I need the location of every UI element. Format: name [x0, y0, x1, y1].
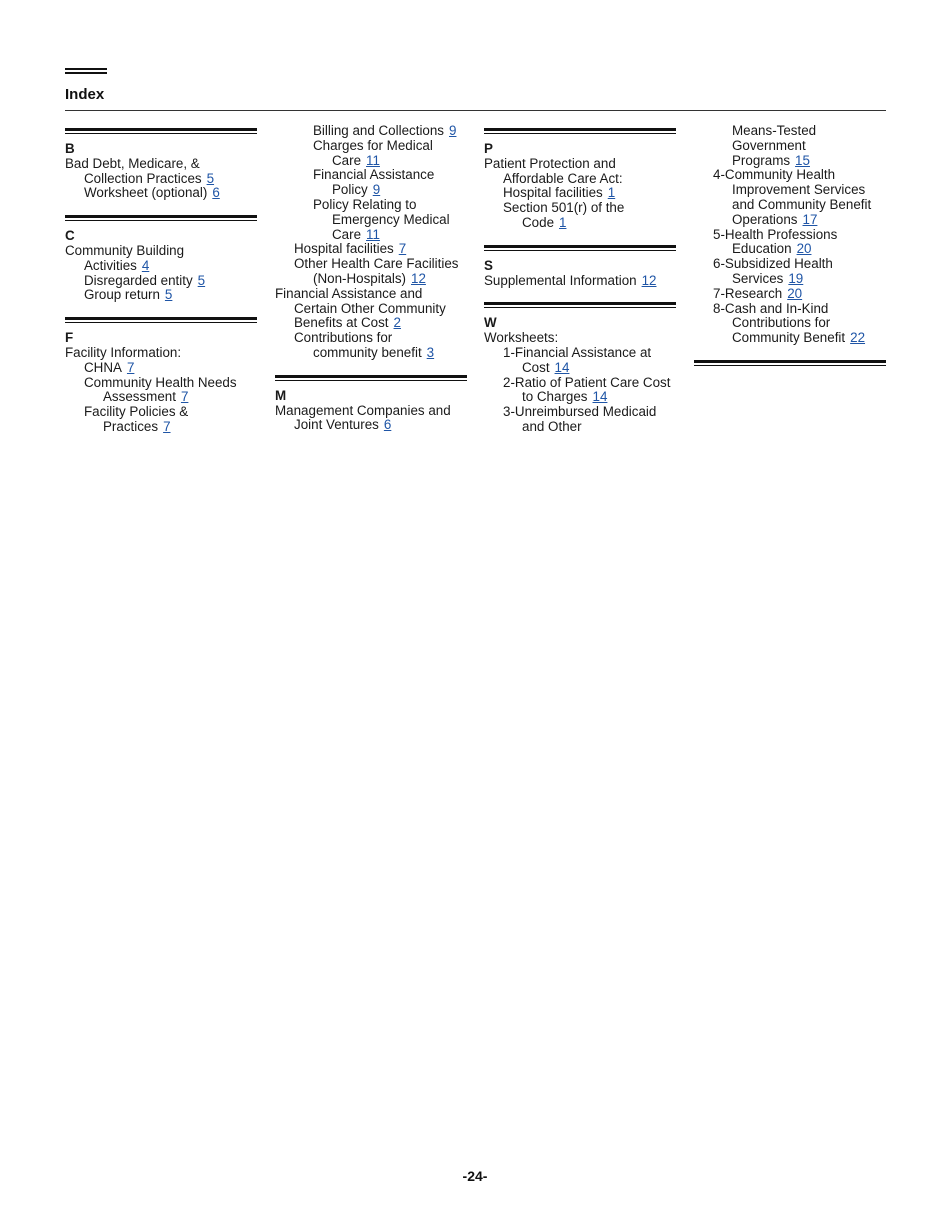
- entry-text: 3-Unreimbursed Medicaid: [503, 404, 657, 420]
- index-section-f-continued: [275, 124, 467, 361]
- index-entry: [275, 272, 467, 287]
- index-entry: [694, 139, 886, 154]
- entry-text: Hospital facilities: [503, 185, 603, 201]
- index-entry: [694, 302, 886, 317]
- index-entry: [275, 242, 467, 257]
- entry-text: Supplemental Information: [484, 272, 637, 288]
- page-link[interactable]: 5: [164, 287, 173, 303]
- page-link[interactable]: 12: [411, 270, 426, 286]
- page-link[interactable]: 7: [180, 389, 189, 405]
- index-entry: [484, 274, 676, 289]
- entry-text: community benefit: [313, 344, 422, 360]
- entry-text: Management Companies and: [275, 402, 451, 418]
- index-entry: [694, 124, 886, 139]
- page-link[interactable]: 6: [383, 417, 392, 433]
- entry-text: 6-Subsidized Health: [713, 256, 833, 272]
- index-entry: [694, 272, 886, 287]
- page-link[interactable]: 2: [393, 315, 401, 331]
- index-entry: [275, 418, 467, 433]
- index-entry: [694, 183, 886, 198]
- index-entry: [484, 376, 676, 391]
- index-entry: [484, 420, 676, 435]
- entry-text: Programs: [732, 152, 791, 168]
- section-rule: [65, 215, 257, 221]
- entry-text: Assessment: [103, 389, 176, 405]
- entry-text: 2-Ratio of Patient Care Cost: [503, 374, 671, 390]
- entry-text: 4-Community Health: [713, 167, 836, 183]
- page-link[interactable]: 14: [592, 389, 608, 405]
- entry-text: Activities: [84, 257, 137, 273]
- section-rule: [275, 375, 467, 381]
- entry-text: Services: [732, 270, 784, 286]
- page-link[interactable]: 11: [366, 226, 380, 242]
- index-section-p: [484, 128, 676, 231]
- index-entry: [275, 213, 467, 228]
- page-link[interactable]: 7: [163, 418, 171, 434]
- page-number: -24-: [462, 1168, 488, 1184]
- entry-text: (Non-Hospitals): [313, 270, 407, 286]
- index-entry: [275, 198, 467, 213]
- index-entry: [65, 405, 257, 420]
- index-entry: [694, 154, 886, 169]
- index-entry: [275, 124, 467, 139]
- section-letter: C: [65, 228, 75, 244]
- index-entry: [65, 390, 257, 405]
- index-entry: [275, 183, 467, 198]
- page-link[interactable]: 1: [607, 185, 616, 201]
- index-column-1: [65, 124, 257, 435]
- page-link[interactable]: 7: [126, 359, 135, 375]
- index-entry: [275, 404, 467, 419]
- index-entry: [65, 274, 257, 289]
- index-entry: [65, 186, 257, 201]
- entry-text: Certain Other Community: [294, 300, 446, 316]
- page-link[interactable]: 14: [554, 359, 570, 375]
- index-section-w-continued: [694, 124, 886, 346]
- entry-text: and Other: [522, 418, 582, 434]
- page-link[interactable]: 22: [850, 330, 866, 346]
- page-link[interactable]: 6: [212, 185, 220, 201]
- section-rule: [484, 128, 676, 134]
- index-entry: [694, 213, 886, 228]
- index-section-c: [65, 215, 257, 303]
- index-entry: [694, 331, 886, 346]
- page-link[interactable]: 20: [787, 285, 803, 301]
- index-entry: [275, 287, 467, 302]
- entry-text: Facility Policies &: [84, 404, 189, 420]
- index-entry: [484, 405, 676, 420]
- index-entry: [65, 157, 257, 172]
- entry-text: Community Health Needs: [84, 374, 237, 390]
- page-link[interactable]: 3: [426, 344, 435, 360]
- index-entry: [484, 346, 676, 361]
- entry-text: Practices: [103, 418, 159, 434]
- index-entry: [694, 242, 886, 257]
- entry-text: 5-Health Professions: [713, 226, 838, 242]
- entry-text: Section 501(r) of the: [503, 200, 625, 216]
- entry-text: Operations: [732, 211, 798, 227]
- section-letter: M: [275, 387, 287, 403]
- index-entry: [484, 390, 676, 405]
- index-entry: [694, 316, 886, 331]
- section-letter: W: [484, 315, 497, 331]
- index-section-m: [275, 375, 467, 433]
- entry-text: Charges for Medical: [313, 137, 433, 153]
- section-letter: P: [484, 141, 493, 156]
- index-entry: [694, 198, 886, 213]
- entry-text: Financial Assistance: [313, 167, 435, 183]
- entry-text: Hospital facilities: [294, 241, 394, 257]
- page-title: Index: [65, 86, 105, 103]
- page-link[interactable]: 7: [398, 241, 407, 257]
- section-rule: [65, 317, 257, 323]
- entry-text: 7-Research: [713, 285, 783, 301]
- index-entry: [694, 228, 886, 243]
- index-entry: [484, 331, 676, 346]
- index-column-3: [484, 124, 676, 435]
- entry-text: Disregarded entity: [84, 272, 193, 288]
- index-entry: [65, 259, 257, 274]
- entry-text: Financial Assistance and: [275, 285, 423, 301]
- index-section-f: [65, 317, 257, 435]
- entry-text: Education: [732, 241, 792, 257]
- index-column-4: [694, 124, 886, 366]
- entry-text: Contributions for: [294, 330, 393, 346]
- index-entry: [275, 302, 467, 317]
- entry-text: 1-Financial Assistance at: [503, 344, 652, 360]
- index-section-w: [484, 302, 676, 434]
- entry-text: Facility Information:: [65, 344, 182, 360]
- page-link[interactable]: 9: [449, 123, 457, 138]
- entry-text: Joint Ventures: [294, 417, 379, 433]
- index-entry: [484, 186, 676, 201]
- index-entry: [275, 257, 467, 272]
- entry-text: 8-Cash and In-Kind: [713, 300, 829, 316]
- index-entry: [65, 420, 257, 435]
- index-entry: [275, 168, 467, 183]
- entry-text: Patient Protection and: [484, 155, 616, 171]
- entry-text: Care: [332, 226, 362, 242]
- entry-text: Worksheets:: [484, 330, 559, 346]
- title-decoration-bar: [65, 68, 107, 74]
- index-entry: [484, 216, 676, 231]
- index-entry: [694, 287, 886, 302]
- entry-text: Collection Practices: [84, 170, 202, 186]
- index-entry: [694, 168, 886, 183]
- title-rule: [65, 110, 886, 111]
- section-rule: [484, 245, 676, 251]
- entry-text: Benefits at Cost: [294, 315, 389, 331]
- entry-text: Contributions for: [732, 315, 831, 331]
- index-entry: [275, 316, 467, 331]
- page-link[interactable]: 5: [197, 272, 206, 288]
- entry-text: Improvement Services: [732, 182, 866, 198]
- index-entry: [65, 172, 257, 187]
- index-column-2: [275, 124, 467, 433]
- page-link[interactable]: 19: [788, 270, 804, 286]
- entry-text: and Community Benefit: [732, 196, 872, 212]
- entry-text: Community Benefit: [732, 330, 846, 346]
- page-link[interactable]: 11: [366, 152, 380, 168]
- entry-text: Billing and Collections: [313, 123, 445, 138]
- section-letter: F: [65, 330, 74, 346]
- index-entry: [65, 346, 257, 361]
- index-entry: [484, 157, 676, 172]
- section-rule: [65, 128, 257, 134]
- index-entry: [65, 376, 257, 391]
- entry-text: Care: [332, 152, 362, 168]
- page-link[interactable]: 4: [141, 257, 150, 273]
- entry-text: Group return: [84, 287, 160, 303]
- page-link[interactable]: 17: [802, 211, 818, 227]
- entry-text: CHNA: [84, 359, 122, 375]
- entry-text: to Charges: [522, 389, 588, 405]
- section-letter: S: [484, 257, 493, 273]
- entry-text: Other Health Care Facilities: [294, 256, 459, 272]
- index-entry: [275, 346, 467, 361]
- index-entry: [484, 201, 676, 216]
- index-entry: [484, 361, 676, 376]
- index-end-rule: [694, 360, 886, 366]
- index-section-s: [484, 245, 676, 289]
- index-section-b: [65, 128, 257, 201]
- entry-text: Emergency Medical: [332, 211, 450, 227]
- entry-text: Means-Tested: [732, 123, 817, 138]
- entry-text: Policy: [332, 182, 368, 198]
- index-entry: [275, 228, 467, 243]
- entry-text: Government: [732, 137, 806, 153]
- index-entry: [275, 139, 467, 154]
- index-entry: [275, 154, 467, 169]
- entry-text: Worksheet (optional): [84, 185, 208, 201]
- entry-text: Bad Debt, Medicare, &: [65, 155, 200, 171]
- page-link[interactable]: 9: [372, 182, 381, 198]
- page-link[interactable]: 1: [559, 214, 567, 230]
- entry-text: Affordable Care Act:: [503, 170, 623, 186]
- entry-text: Community Building: [65, 242, 185, 258]
- page-link[interactable]: 5: [206, 170, 215, 186]
- page-link[interactable]: 15: [795, 152, 810, 168]
- index-entry: [65, 288, 257, 303]
- entry-text: Cost: [522, 359, 550, 375]
- index-entry: [694, 257, 886, 272]
- entry-text: Code: [522, 214, 555, 230]
- page-link[interactable]: 12: [641, 272, 657, 288]
- section-letter: B: [65, 141, 75, 156]
- section-rule: [484, 302, 676, 308]
- index-entry: [65, 244, 257, 259]
- index-entry: [65, 361, 257, 376]
- index-entry: [484, 172, 676, 187]
- index-entry: [275, 331, 467, 346]
- entry-text: Policy Relating to: [313, 196, 417, 212]
- page-link[interactable]: 20: [796, 241, 812, 257]
